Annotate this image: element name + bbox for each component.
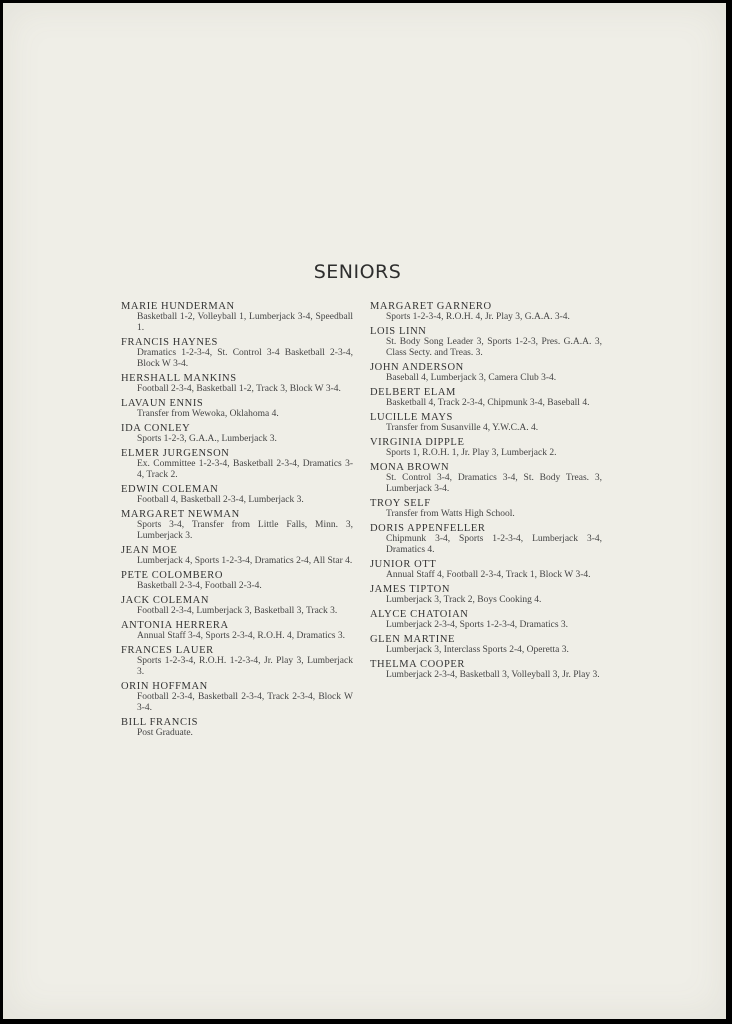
- senior-name: LOIS LINN: [370, 326, 427, 337]
- senior-entry: [370, 659, 602, 681]
- senior-entry: [121, 570, 353, 592]
- senior-name: JEAN MOE: [121, 545, 178, 556]
- senior-name: LUCILLE MAYS: [370, 412, 453, 423]
- senior-entry: [121, 717, 353, 739]
- right-column: [370, 301, 602, 684]
- senior-name: JOHN ANDERSON: [370, 362, 464, 373]
- senior-name: DORIS APPENFELLER: [370, 523, 486, 534]
- senior-entry: [121, 301, 353, 334]
- senior-activities: Basketball 2-3-4, Football 2-3-4.: [137, 581, 262, 591]
- senior-activities: Dramatics 1-2-3-4, St. Control 3-4 Basketball 2-3-4, Block W 3-4.: [137, 348, 353, 369]
- senior-name: MARIE HUNDERMAN: [121, 301, 235, 312]
- senior-activities: Transfer from Wewoka, Oklahoma 4.: [137, 409, 279, 419]
- senior-activities: Football 2-3-4, Basketball 2-3-4, Track 2-3-4, Block W 3-4.: [137, 692, 353, 713]
- senior-activities: Basketball 1-2, Volleyball 1, Lumberjack 3-4, Speedball 1.: [137, 312, 353, 333]
- senior-activities: Transfer from Watts High School.: [386, 509, 515, 519]
- senior-name: FRANCIS HAYNES: [121, 337, 218, 348]
- yearbook-page: [3, 3, 726, 1019]
- senior-activities: Sports 1, R.O.H. 1, Jr. Play 3, Lumberjack 2.: [386, 448, 557, 458]
- senior-entry: [121, 509, 353, 542]
- senior-entry: [121, 337, 353, 370]
- senior-name: IDA CONLEY: [121, 423, 191, 434]
- senior-entry: [370, 412, 602, 434]
- senior-entry: [370, 362, 602, 384]
- senior-name: JACK COLEMAN: [121, 595, 209, 606]
- senior-entry: [370, 301, 602, 323]
- senior-name: ELMER JURGENSON: [121, 448, 230, 459]
- senior-name: GLEN MARTINE: [370, 634, 456, 645]
- senior-entry: [370, 523, 602, 556]
- senior-name: MARGARET GARNERO: [370, 301, 492, 312]
- senior-activities: Lumberjack 3, Track 2, Boys Cooking 4.: [386, 595, 542, 605]
- senior-activities: Basketball 4, Track 2-3-4, Chipmunk 3-4, Baseball 4.: [386, 398, 590, 408]
- senior-name: ALYCE CHATOIAN: [370, 609, 469, 620]
- senior-activities: Lumberjack 3, Interclass Sports 2-4, Operetta 3.: [386, 645, 569, 655]
- senior-name: EDWIN COLEMAN: [121, 484, 219, 495]
- senior-name: FRANCES LAUER: [121, 645, 214, 656]
- senior-activities: Transfer from Susanville 4, Y.W.C.A. 4.: [386, 423, 539, 433]
- senior-activities: Annual Staff 4, Football 2-3-4, Track 1, Block W 3-4.: [386, 570, 591, 580]
- senior-entry: [121, 398, 353, 420]
- senior-name: LAVAUN ENNIS: [121, 398, 204, 409]
- senior-name: ORIN HOFFMAN: [121, 681, 208, 692]
- senior-activities: Baseball 4, Lumberjack 3, Camera Club 3-4.: [386, 373, 557, 383]
- senior-entry: [370, 634, 602, 656]
- senior-activities: Annual Staff 3-4, Sports 2-3-4, R.O.H. 4, Dramatics 3.: [137, 631, 346, 641]
- senior-entry: [121, 620, 353, 642]
- senior-entry: [121, 484, 353, 506]
- senior-entry: [121, 681, 353, 714]
- senior-activities: Sports 1-2-3-4, R.O.H. 4, Jr. Play 3, G.A.A. 3-4.: [386, 312, 570, 322]
- senior-activities: Football 2-3-4, Basketball 1-2, Track 3, Block W 3-4.: [137, 384, 341, 394]
- senior-activities: Lumberjack 2-3-4, Sports 1-2-3-4, Dramatics 3.: [386, 620, 569, 630]
- left-column: [121, 301, 353, 742]
- senior-activities: Ex. Committee 1-2-3-4, Basketball 2-3-4, Dramatics 3-4, Track 2.: [137, 459, 353, 480]
- senior-entry: [370, 462, 602, 495]
- senior-entry: [121, 423, 353, 445]
- senior-entry: [370, 387, 602, 409]
- senior-name: HERSHALL MANKINS: [121, 373, 237, 384]
- senior-entry: [121, 595, 353, 617]
- senior-name: ANTONIA HERRERA: [121, 620, 229, 631]
- senior-name: TROY SELF: [370, 498, 431, 509]
- senior-activities: Chipmunk 3-4, Sports 1-2-3-4, Lumberjack 3-4, Dramatics 4.: [386, 534, 602, 555]
- page-title: SENIORS: [313, 261, 402, 283]
- senior-name: MARGARET NEWMAN: [121, 509, 240, 520]
- senior-entry: [121, 545, 353, 567]
- senior-entry: [370, 584, 602, 606]
- senior-entry: [370, 326, 602, 359]
- senior-activities: Post Graduate.: [137, 728, 193, 738]
- senior-entry: [121, 645, 353, 678]
- senior-name: JUNIOR OTT: [370, 559, 437, 570]
- senior-name: BILL FRANCIS: [121, 717, 199, 728]
- senior-activities: Sports 1-2-3-4, R.O.H. 1-2-3-4, Jr. Play 3, Lumberjack 3.: [137, 656, 353, 677]
- senior-entry: [370, 498, 602, 520]
- senior-name: DELBERT ELAM: [370, 387, 456, 398]
- senior-activities: Lumberjack 4, Sports 1-2-3-4, Dramatics 2-4, All Star 4.: [137, 556, 353, 566]
- senior-name: PETE COLOMBERO: [121, 570, 224, 581]
- senior-activities: Lumberjack 2-3-4, Basketball 3, Volleyball 3, Jr. Play 3.: [386, 670, 600, 680]
- senior-entry: [370, 559, 602, 581]
- senior-name: THELMA COOPER: [370, 659, 466, 670]
- senior-activities: Football 4, Basketball 2-3-4, Lumberjack 3.: [137, 495, 304, 505]
- senior-name: VIRGINIA DIPPLE: [370, 437, 465, 448]
- senior-activities: Sports 1-2-3, G.A.A., Lumberjack 3.: [137, 434, 277, 444]
- senior-entry: [121, 373, 353, 395]
- senior-activities: Football 2-3-4, Lumberjack 3, Basketball 3, Track 3.: [137, 606, 338, 616]
- senior-name: JAMES TIPTON: [370, 584, 451, 595]
- senior-entry: [370, 609, 602, 631]
- senior-entry: [121, 448, 353, 481]
- senior-activities: Sports 3-4, Transfer from Little Falls, Minn. 3, Lumberjack 3.: [137, 520, 353, 541]
- senior-entry: [370, 437, 602, 459]
- senior-activities: St. Body Song Leader 3, Sports 1-2-3, Pres. G.A.A. 3, Class Secty. and Treas. 3.: [386, 337, 602, 358]
- senior-name: MONA BROWN: [370, 462, 450, 473]
- senior-activities: St. Control 3-4, Dramatics 3-4, St. Body Treas. 3, Lumberjack 3-4.: [386, 473, 602, 494]
